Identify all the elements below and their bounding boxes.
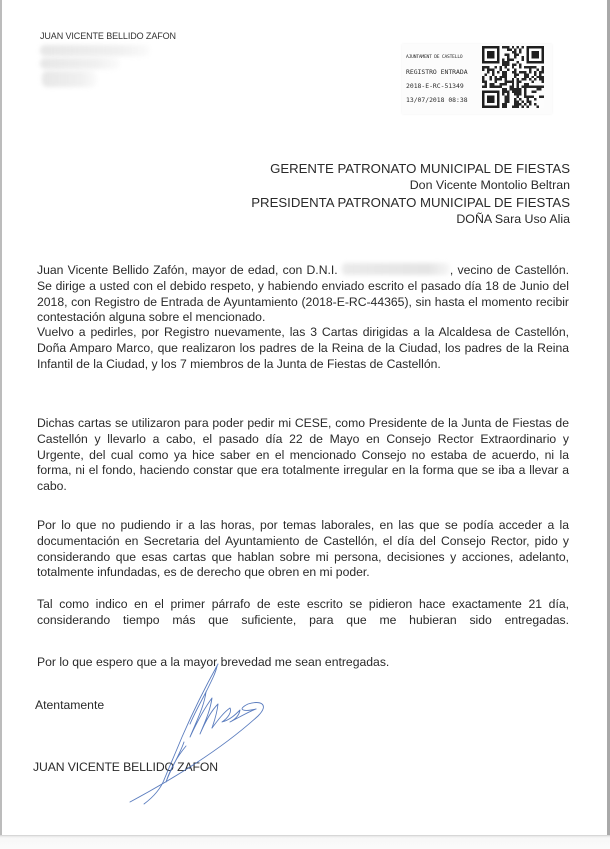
- qr-module: [519, 88, 521, 90]
- qr-module: [482, 68, 484, 70]
- qr-module: [517, 73, 519, 75]
- qr-module: [507, 56, 509, 58]
- qr-module: [524, 103, 526, 105]
- qr-module: [534, 103, 536, 105]
- paragraph-4: Por lo que no pudiendo ir a las horas, por temas laborales, en las que se podía acceder a la documentación en Secretaria del Ayuntamiento de Castellón, el día del Consejo Rector, pido y considerando que esas cartas que hablan sobre mi persona, decisiones y acciones, adelanto, totalmente infundadas, es de derecho que obren en mi poder.: [37, 518, 569, 580]
- qr-module: [534, 73, 536, 75]
- qr-module: [504, 73, 506, 75]
- qr-module: [532, 76, 534, 78]
- qr-module: [524, 78, 526, 80]
- qr-module: [499, 78, 501, 80]
- recipient-line-4: DOÑA Sara Uso Alia: [456, 212, 570, 226]
- scan-left-edge: [0, 0, 2, 849]
- sender-name: JUAN VICENTE BELLIDO ZAFON: [40, 31, 176, 41]
- qr-module: [507, 48, 509, 50]
- qr-module: [494, 81, 496, 83]
- qr-module: [489, 68, 491, 70]
- qr-module: [517, 106, 519, 108]
- qr-module: [532, 91, 534, 93]
- qr-module: [502, 46, 504, 48]
- redacted-dni: [342, 263, 450, 275]
- qr-module: [527, 73, 529, 75]
- qr-module: [522, 101, 524, 103]
- qr-module: [542, 66, 544, 68]
- qr-module: [527, 106, 529, 108]
- qr-module: [507, 46, 509, 48]
- qr-module: [484, 73, 486, 75]
- qr-module: [524, 88, 526, 90]
- qr-module: [517, 93, 519, 95]
- qr-module: [542, 86, 544, 88]
- qr-module: [542, 68, 544, 70]
- qr-module: [534, 86, 536, 88]
- qr-module: [539, 71, 541, 73]
- qr-module: [504, 103, 506, 105]
- qr-module: [497, 71, 499, 73]
- qr-module: [514, 98, 516, 100]
- qr-module: [522, 46, 524, 48]
- paragraph-3: Dichas cartas se utilizaron para poder pedir mi CESE, como Presidente de la Junta de Fiestas de Castellón y llevarlo a cabo, el pasado día 22 de Mayo en Consejo Rector Extraordinario y Urgente, del cual como ya hice saber en el mencionado Consejo no estaba de acuerdo, ni la forma, ni el fondo, haciendo constar que era totalmente irregular en la forma que se iba a llevar a cabo.: [37, 416, 569, 494]
- qr-module: [492, 86, 494, 88]
- qr-module: [507, 101, 509, 103]
- qr-module: [509, 86, 511, 88]
- scan-bottom-edge: [0, 835, 610, 849]
- qr-module: [502, 91, 504, 93]
- qr-module: [512, 46, 514, 48]
- qr-module: [517, 83, 519, 85]
- qr-module: [504, 53, 506, 55]
- qr-module: [524, 93, 526, 95]
- qr-module: [492, 83, 494, 85]
- qr-module: [482, 76, 484, 78]
- qr-module: [512, 78, 514, 80]
- qr-module: [482, 78, 484, 80]
- qr-module: [542, 71, 544, 73]
- qr-module: [502, 61, 504, 63]
- qr-module: [489, 86, 491, 88]
- qr-module: [512, 88, 514, 90]
- recipients-block: [251, 160, 570, 228]
- qr-module: [522, 78, 524, 80]
- qr-module: [502, 93, 504, 95]
- qr-module: [497, 86, 499, 88]
- qr-module: [522, 106, 524, 108]
- registry-stamp: [402, 44, 552, 114]
- qr-module: [517, 86, 519, 88]
- qr-module: [529, 86, 531, 88]
- qr-module: [502, 83, 504, 85]
- qr-module: [504, 101, 506, 103]
- qr-module: [529, 96, 531, 98]
- qr-module: [502, 71, 504, 73]
- qr-module: [504, 91, 506, 93]
- qr-module: [512, 106, 514, 108]
- qr-module: [522, 58, 524, 60]
- qr-module: [507, 63, 509, 65]
- closing-salutation: Atentamente: [35, 698, 105, 712]
- qr-module: [519, 48, 521, 50]
- qr-module: [517, 91, 519, 93]
- qr-module: [517, 81, 519, 83]
- qr-module: [504, 96, 506, 98]
- qr-module: [534, 66, 536, 68]
- qr-module: [507, 61, 509, 63]
- qr-code-icon: [482, 46, 544, 108]
- redacted-blur-patch: [42, 71, 97, 87]
- qr-module: [514, 68, 516, 70]
- qr-module: [504, 61, 506, 63]
- qr-module: [507, 68, 509, 70]
- qr-module: [494, 66, 496, 68]
- qr-module: [502, 103, 504, 105]
- qr-module: [529, 68, 531, 70]
- qr-module: [522, 56, 524, 58]
- qr-module: [534, 91, 536, 93]
- qr-module: [502, 58, 504, 60]
- qr-module: [507, 81, 509, 83]
- qr-module: [504, 78, 506, 80]
- qr-module: [534, 98, 536, 100]
- qr-module: [502, 106, 504, 108]
- qr-module: [509, 88, 511, 90]
- qr-module: [499, 76, 501, 78]
- qr-module: [507, 93, 509, 95]
- qr-module: [514, 88, 516, 90]
- qr-module: [507, 98, 509, 100]
- recipient-line-1: GERENTE PATRONATO MUNICIPAL DE FIESTAS: [270, 161, 570, 176]
- qr-module: [502, 63, 504, 65]
- qr-module: [532, 86, 534, 88]
- qr-module: [517, 46, 519, 48]
- qr-module: [512, 71, 514, 73]
- qr-module: [489, 78, 491, 80]
- qr-module: [529, 78, 531, 80]
- qr-module: [504, 88, 506, 90]
- qr-module: [509, 81, 511, 83]
- qr-module: [492, 68, 494, 70]
- paragraph-1-end: , vecino de Castellón. Se dirige a usted con el debido respeto, y habiendo enviado escrito el pasado día 18 de Junio del 2018, con Registro de Entrada de Ayuntamiento (2018-E-RC-44365), sin hasta el momento recibir contestación alguna sobre el mencionado.: [37, 263, 570, 325]
- recipient-line-2: Don Vicente Montolio Beltran: [409, 178, 570, 192]
- qr-module: [537, 106, 539, 108]
- paragraph-5: Tal como indico en el primer párrafo de este escrito se pidieron hace exactamente 21 día, considerando tiempo más que suficiente, para que me hubieran sido entregadas.: [37, 597, 569, 627]
- qr-module: [514, 91, 516, 93]
- qr-module: [517, 53, 519, 55]
- qr-module: [529, 71, 531, 73]
- stamp-datetime: 13/07/2018 08:38: [406, 96, 468, 104]
- qr-module: [539, 96, 541, 98]
- qr-module: [524, 71, 526, 73]
- qr-module: [524, 76, 526, 78]
- qr-module: [494, 78, 496, 80]
- qr-module: [519, 51, 521, 53]
- qr-module: [512, 58, 514, 60]
- qr-module: [519, 63, 521, 65]
- qr-module: [514, 76, 516, 78]
- qr-module: [499, 83, 501, 85]
- stamp-number: 2018-E-RC-51349: [406, 82, 464, 90]
- qr-module: [512, 51, 514, 53]
- qr-module: [534, 71, 536, 73]
- qr-module: [487, 68, 489, 70]
- qr-module: [514, 93, 516, 95]
- redacted-sender-address: [40, 45, 150, 56]
- qr-module: [492, 71, 494, 73]
- qr-module: [524, 66, 526, 68]
- qr-module: [522, 86, 524, 88]
- qr-module: [504, 76, 506, 78]
- qr-module: [514, 101, 516, 103]
- qr-module: [509, 48, 511, 50]
- qr-module: [539, 78, 541, 80]
- qr-module: [519, 81, 521, 83]
- qr-module: [494, 86, 496, 88]
- qr-module: [497, 78, 499, 80]
- qr-module: [507, 53, 509, 55]
- qr-module: [494, 76, 496, 78]
- qr-module: [512, 66, 514, 68]
- recipient-line-3: PRESIDENTA PATRONATO MUNICIPAL DE FIESTAS: [251, 195, 570, 210]
- qr-module: [539, 86, 541, 88]
- qr-module: [527, 98, 529, 100]
- qr-module: [507, 58, 509, 60]
- qr-module: [507, 91, 509, 93]
- qr-module: [504, 46, 506, 48]
- qr-module: [499, 68, 501, 70]
- qr-module: [527, 96, 529, 98]
- qr-module: [534, 78, 536, 80]
- qr-module: [504, 106, 506, 108]
- qr-module: [532, 81, 534, 83]
- qr-module: [507, 96, 509, 98]
- qr-module: [524, 86, 526, 88]
- qr-module: [539, 73, 541, 75]
- qr-module: [504, 63, 506, 65]
- qr-module: [492, 73, 494, 75]
- qr-module: [504, 81, 506, 83]
- qr-module: [532, 96, 534, 98]
- qr-module: [539, 76, 541, 78]
- paragraph-6: Por lo que espero que a la mayor brevedad me sean entregadas.: [37, 655, 390, 669]
- qr-module: [489, 83, 491, 85]
- signer-name: JUAN VICENTE BELLIDO ZAFON: [33, 760, 218, 774]
- qr-module: [529, 101, 531, 103]
- stamp-type: REGISTRO ENTRADA: [406, 68, 468, 76]
- qr-module: [482, 86, 484, 88]
- qr-module: [504, 71, 506, 73]
- qr-module: [514, 56, 516, 58]
- qr-module: [512, 83, 514, 85]
- qr-module: [532, 66, 534, 68]
- qr-module: [527, 86, 529, 88]
- qr-module: [542, 78, 544, 80]
- handwritten-signature: [120, 662, 280, 812]
- qr-module: [484, 66, 486, 68]
- stamp-organization: AJUNTAMENT DE CASTELLO: [406, 55, 463, 60]
- paragraph-2: Vuelvo a pedirles, por Registro nuevamente, las 3 Cartas dirigidas a la Alcaldesa de Castellón, Doña Amparo Marco, que realizaron los padres de la Reina de la Ciudad, los padres de la Reina Infantil de la Ciudad, y los 7 miembros de la Junta de Fiestas de Castellón.: [37, 325, 569, 371]
- qr-module: [484, 83, 486, 85]
- qr-module: [514, 48, 516, 50]
- qr-module: [519, 66, 521, 68]
- qr-module: [504, 83, 506, 85]
- qr-module: [487, 71, 489, 73]
- qr-module: [517, 61, 519, 63]
- qr-module: [542, 76, 544, 78]
- qr-module: [484, 81, 486, 83]
- qr-module: [512, 86, 514, 88]
- qr-module: [514, 103, 516, 105]
- qr-module: [529, 66, 531, 68]
- qr-module: [487, 66, 489, 68]
- qr-module: [514, 73, 516, 75]
- qr-module: [519, 93, 521, 95]
- qr-module: [539, 88, 541, 90]
- qr-module: [517, 96, 519, 98]
- qr-module: [512, 63, 514, 65]
- qr-module: [514, 71, 516, 73]
- redacted-sender-city: [40, 58, 120, 69]
- qr-module: [537, 86, 539, 88]
- qr-module: [529, 103, 531, 105]
- qr-module: [524, 96, 526, 98]
- paragraph-1: [37, 263, 569, 326]
- qr-module: [524, 73, 526, 75]
- qr-module: [489, 76, 491, 78]
- qr-module: [504, 98, 506, 100]
- qr-module: [482, 81, 484, 83]
- qr-module: [527, 101, 529, 103]
- qr-module: [527, 76, 529, 78]
- qr-module: [542, 96, 544, 98]
- qr-module: [499, 66, 501, 68]
- qr-module: [514, 53, 516, 55]
- qr-module: [499, 86, 501, 88]
- sender-block: [40, 30, 176, 87]
- qr-module: [527, 66, 529, 68]
- qr-module: [512, 91, 514, 93]
- qr-module: [524, 91, 526, 93]
- qr-module: [517, 103, 519, 105]
- qr-module: [527, 83, 529, 85]
- qr-module: [514, 63, 516, 65]
- qr-module: [502, 73, 504, 75]
- qr-module: [537, 68, 539, 70]
- qr-module: [537, 88, 539, 90]
- qr-module: [482, 66, 484, 68]
- qr-module: [512, 81, 514, 83]
- qr-module: [519, 91, 521, 93]
- qr-module: [504, 66, 506, 68]
- stamp-text: [406, 51, 468, 107]
- qr-module: [519, 71, 521, 73]
- qr-module: [519, 98, 521, 100]
- qr-module: [514, 106, 516, 108]
- qr-module: [522, 71, 524, 73]
- qr-module: [514, 51, 516, 53]
- qr-module: [517, 88, 519, 90]
- qr-module: [542, 81, 544, 83]
- qr-module: [509, 58, 511, 60]
- qr-module: [537, 76, 539, 78]
- qr-module: [517, 78, 519, 80]
- qr-module: [519, 103, 521, 105]
- paragraph-1-start: Juan Vicente Bellido Zafón, mayor de edad, con D.N.I.: [37, 263, 342, 277]
- qr-module: [502, 76, 504, 78]
- qr-module: [524, 83, 526, 85]
- qr-module: [502, 88, 504, 90]
- qr-module: [517, 101, 519, 103]
- qr-module: [484, 86, 486, 88]
